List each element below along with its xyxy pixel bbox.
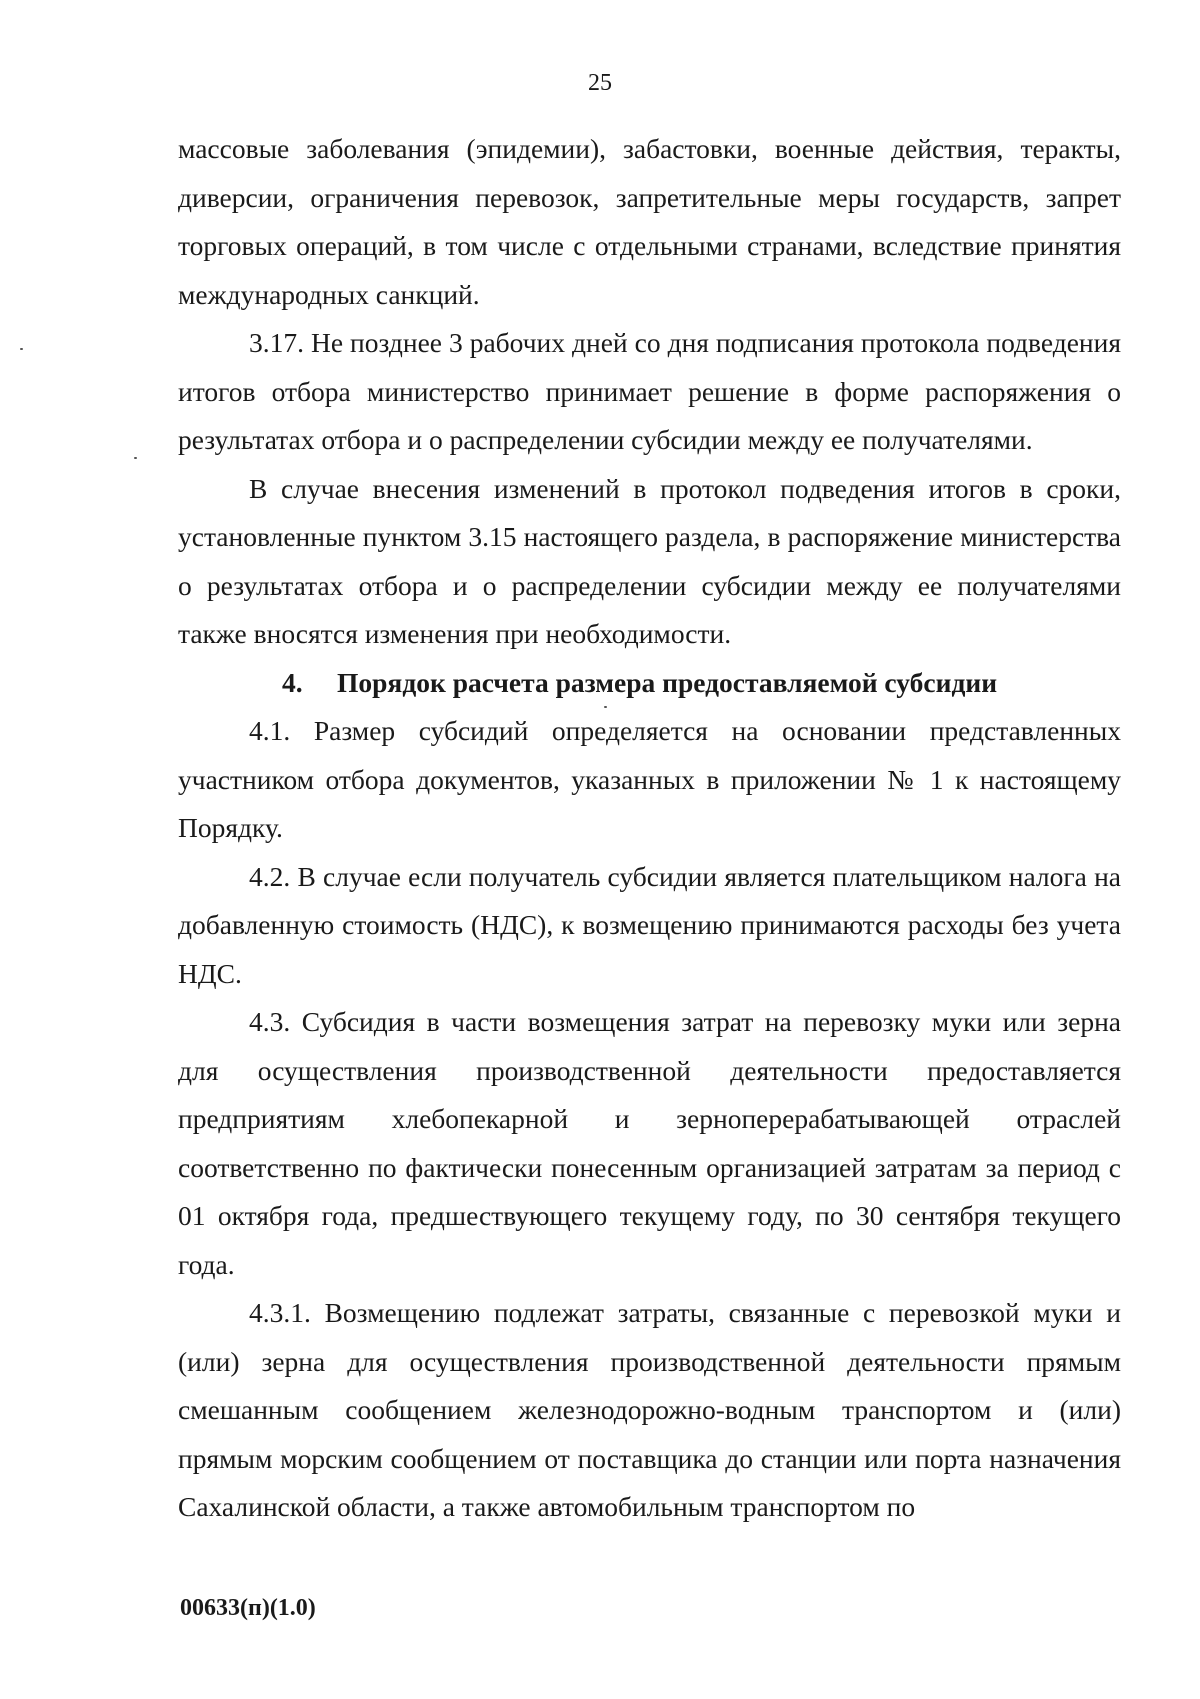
page-number: 25: [588, 70, 612, 96]
section-heading: [178, 659, 1121, 708]
paragraph-4-1: 4.1. Размер субсидий определяется на основании представленных участником отбора документов, указанных в приложении № 1 к настоящему Порядку.: [178, 715, 1121, 843]
paragraph-3-17: 3.17. Не позднее 3 рабочих дней со дня подписания протокола подведения итогов отбора министерство принимает решение в форме распоряжения о результатах отбора и о распределении субсидии между ее получателями.: [178, 327, 1121, 455]
section-title: Порядок расчета размера предоставляемой субсидии: [337, 666, 998, 698]
document-code: 00633(п)(1.0): [180, 1595, 316, 1621]
document-body: [178, 125, 1121, 1532]
paragraph-continuation: массовые заболевания (эпидемии), забастовки, военные действия, теракты, диверсии, ограничения перевозок, запретительные меры государств, запрет торговых операций, в том числе с отдельными странами, вследствие принятия международных санкций.: [178, 133, 1121, 310]
paragraph-changes: В случае внесения изменений в протокол подведения итогов в сроки, установленные пунктом 3.15 настоящего раздела, в распоряжение министерства о результатах отбора и о распределении субсидии между ее получателями также вносятся изменения при необходимости.: [178, 472, 1121, 649]
scan-speck: [20, 348, 23, 350]
scan-speck: [604, 706, 607, 708]
section-number: 4.: [282, 666, 303, 698]
paragraph-4-3: 4.3. Субсидия в части возмещения затрат на перевозку муки или зерна для осуществления производственной деятельности предоставляется предприятиям хлебопекарной и зерноперерабатывающей отраслей соответственно по фактически понесенным организацией затратам за период с 01 октября года, предшествующего текущему году, по 30 сентября текущего года.: [178, 1006, 1121, 1280]
scan-speck: [134, 457, 137, 459]
paragraph-4-3-1: 4.3.1. Возмещению подлежат затраты, связанные с перевозкой муки и (или) зерна для осуществления производственной деятельности прямым смешанным сообщением железнодорожно-водным транспортом и (или) прямым морским сообщением от поставщика до станции или порта назначения Сахалинской области, а также автомобильным транспортом по: [178, 1297, 1121, 1522]
paragraph-4-2: 4.2. В случае если получатель субсидии является плательщиком налога на добавленную стоимость (НДС), к возмещению принимаются расходы без учета НДС.: [178, 860, 1121, 989]
